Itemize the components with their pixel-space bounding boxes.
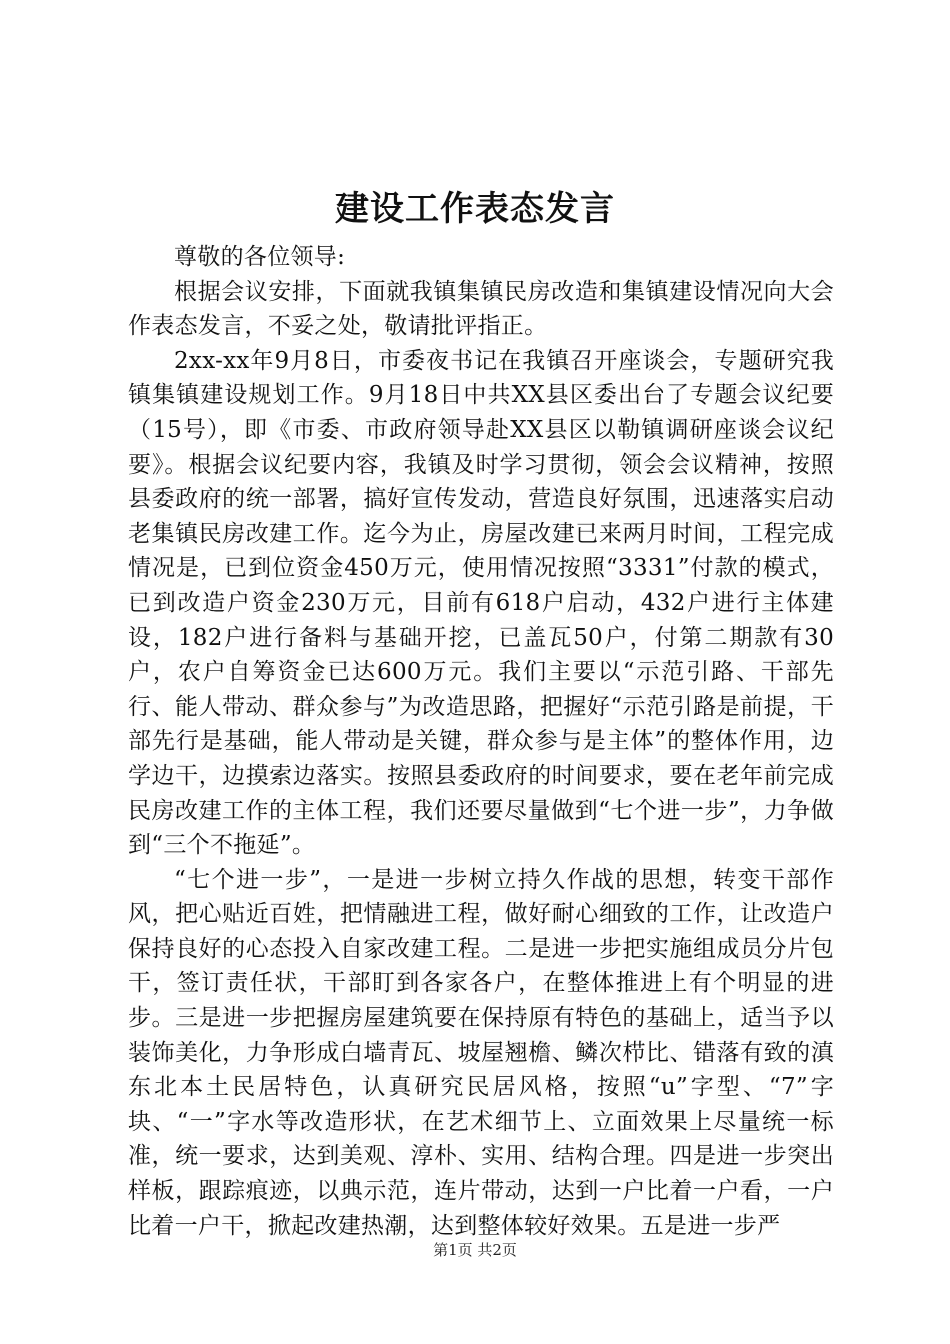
page-number-footer: 第1页 共2页 <box>433 1241 517 1259</box>
paragraph: 根据会议安排，下面就我镇集镇民房改造和集镇建设情况向大会作表态发言，不妥之处，敬请批评指正。 <box>128 278 834 340</box>
paragraph: 2xx-xx年9月8日，市委夜书记在我镇召开座谈会，专题研究我镇集镇建设规划工作。9月18日中共XX县区委出台了专题会议纪要（15号），即《市委、市政府领导赴XX县区以勒镇调研座谈会议纪要》。根据会议纪要内容，我镇及时学习贯彻，领会会议精神，按照县委政府的统一部署，搞好宣传发动，营造良好氛围，迅速落实启动老集镇民房改建工作。迄今为止，房屋改建已来两月时间，工程完成情况是，已到位资金450万元，使用情况按照“3331”付款的模式，已到改造户资金230万元，目前有618户启动，432户进行主体建设，182户进行备料与基础开挖，已盖瓦50户，付第二期款有30户，农户自筹资金已达600万元。我们主要以“示范引路、干部先行、能人带动、群众参与”为改造思路，把握好“示范引路是前提，干部先行是基础，能人带动是关键，群众参与是主体”的整体作用，边学边干，边摸索边落实。按照县委政府的时间要求，要在老年前完成民房改建工作的主体工程，我们还要尽量做到“七个进一步”，力争做到“三个不拖延”。 <box>128 347 834 859</box>
document-body <box>128 240 834 1243</box>
salutation: 尊敬的各位领导: <box>174 244 346 270</box>
document-title: 建设工作表态发言 <box>335 189 615 229</box>
paragraph: “七个进一步”，一是进一步树立持久作战的思想，转变干部作风，把心贴近百姓，把情融进工程，做好耐心细致的工作，让改造户保持良好的心态投入自家改建工程。二是进一步把实施组成员分片包干，签订责任状，干部盯到各家各户，在整体推进上有个明显的进步。三是进一步把握房屋建筑要在保持原有特色的基础上，适当予以装饰美化，力争形成白墙青瓦、坡屋翘檐、鳞次栉比、错落有致的滇东北本土民居特色，认真研究民居风格，按照“u”字型、“7”字块、“一”字水等改造形状，在艺术细节上、立面效果上尽量统一标准，统一要求，达到美观、淳朴、实用、结构合理。四是进一步突出样板，跟踪痕迹，以典示范，连片带动，达到一户比着一户看，一户比着一户干，掀起改建热潮，达到整体较好效果。五是进一步严 <box>128 866 834 1239</box>
